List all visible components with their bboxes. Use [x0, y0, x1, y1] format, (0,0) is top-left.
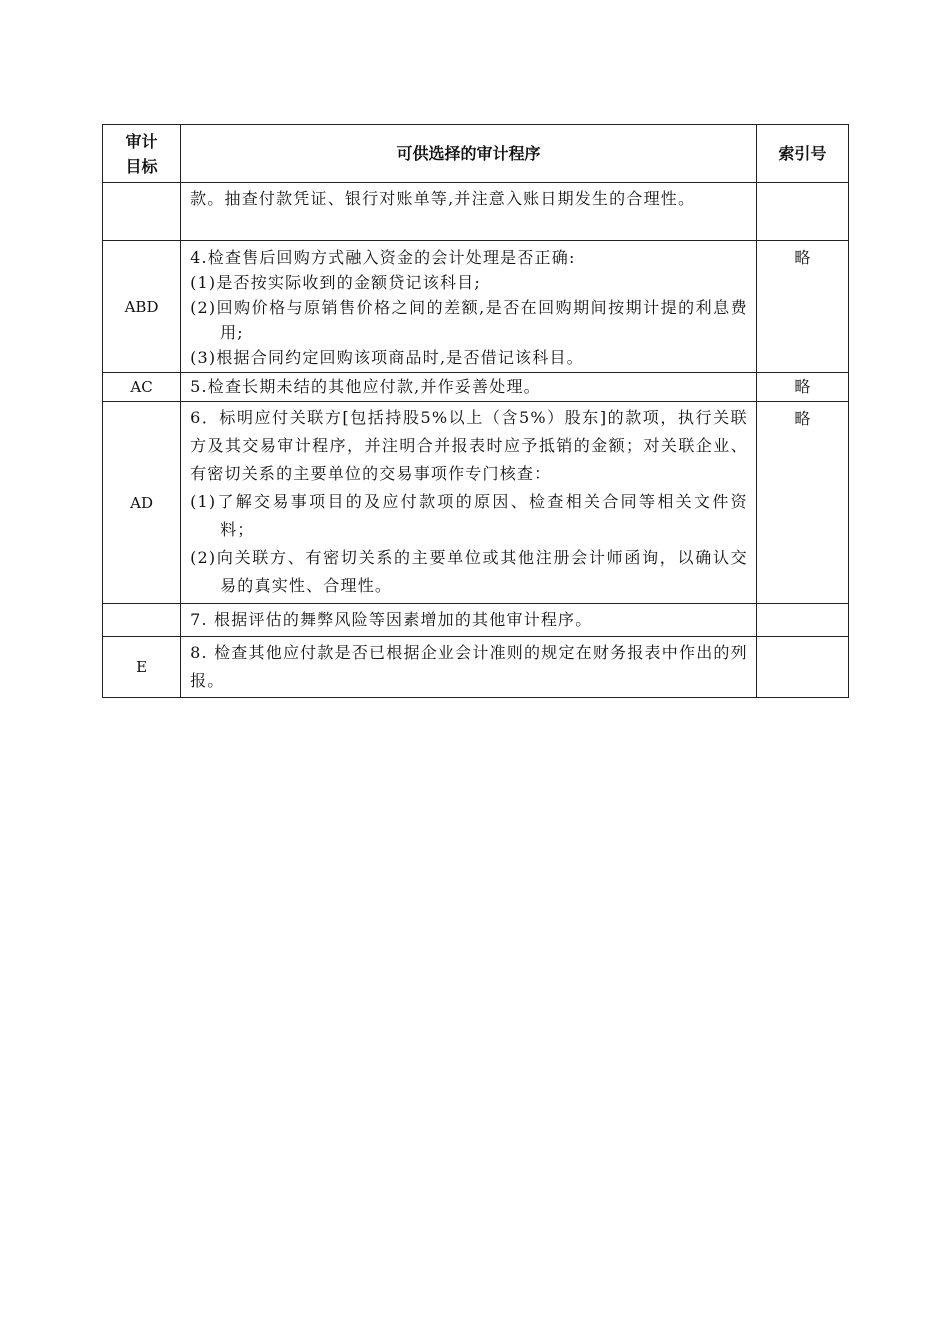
procedure-item: (1)了解交易事项目的及应付款项的原因、检查相关合同等相关文件资料；	[190, 492, 748, 539]
row-target	[103, 183, 181, 241]
procedure-text: 5.检查长期未结的其他应付款,并作妥善处理。	[190, 377, 541, 396]
table-row	[103, 637, 849, 698]
procedure-text: 8. 检查其他应付款是否已根据企业会计准则的规定在财务报表中作出的列报。	[190, 643, 748, 690]
procedure-item: (2)向关联方、有密切关系的主要单位或其他注册会计师函询，以确认交易的真实性、合理性。	[190, 548, 748, 595]
row-target	[103, 604, 181, 637]
header-target	[103, 125, 181, 183]
row-ref: 略	[756, 241, 848, 373]
row-target: AD	[103, 402, 181, 604]
procedure-item: (2)回购价格与原销售价格之间的差额,是否在回购期间按期计提的利息费用;	[190, 298, 748, 342]
table-row	[103, 183, 849, 241]
procedure-text: 6．标明应付关联方[包括持股5%以上（含5%）股东]的款项，执行关联方及其交易审计程序，并注明合并报表时应予抵销的金额；对关联企业、有密切关系的主要单位的交易事项作专门核查：	[190, 408, 748, 483]
procedure-text: 7. 根据评估的舞弊风险等因素增加的其他审计程序。	[190, 610, 593, 629]
row-ref	[756, 604, 848, 637]
table-row	[103, 604, 849, 637]
header-target-line1: 审计	[125, 131, 158, 151]
procedure-item: (1)是否按实际收到的金额贷记该科目;	[190, 273, 481, 292]
procedure-text: 款。抽查付款凭证、银行对账单等,并注意入账日期发生的合理性。	[190, 189, 696, 208]
table-row	[103, 402, 849, 604]
row-procedure	[181, 402, 757, 604]
row-target: ABD	[103, 241, 181, 373]
table-header-row	[103, 125, 849, 183]
row-procedure	[181, 637, 757, 698]
row-ref: 略	[756, 402, 848, 604]
row-procedure	[181, 183, 757, 241]
header-ref: 索引号	[756, 125, 848, 183]
row-target: AC	[103, 373, 181, 402]
row-procedure	[181, 604, 757, 637]
table-row	[103, 373, 849, 402]
header-procedure: 可供选择的审计程序	[181, 125, 757, 183]
procedure-text: 4.检查售后回购方式融入资金的会计处理是否正确:	[190, 248, 576, 267]
row-procedure	[181, 241, 757, 373]
procedure-item: (3)根据合同约定回购该项商品时,是否借记该科目。	[190, 348, 584, 367]
row-procedure	[181, 373, 757, 402]
table-row	[103, 241, 849, 373]
row-ref	[756, 183, 848, 241]
row-ref: 略	[756, 373, 848, 402]
row-ref	[756, 637, 848, 698]
row-target: E	[103, 637, 181, 698]
audit-procedure-table	[102, 124, 849, 698]
header-target-line2: 目标	[125, 156, 158, 176]
